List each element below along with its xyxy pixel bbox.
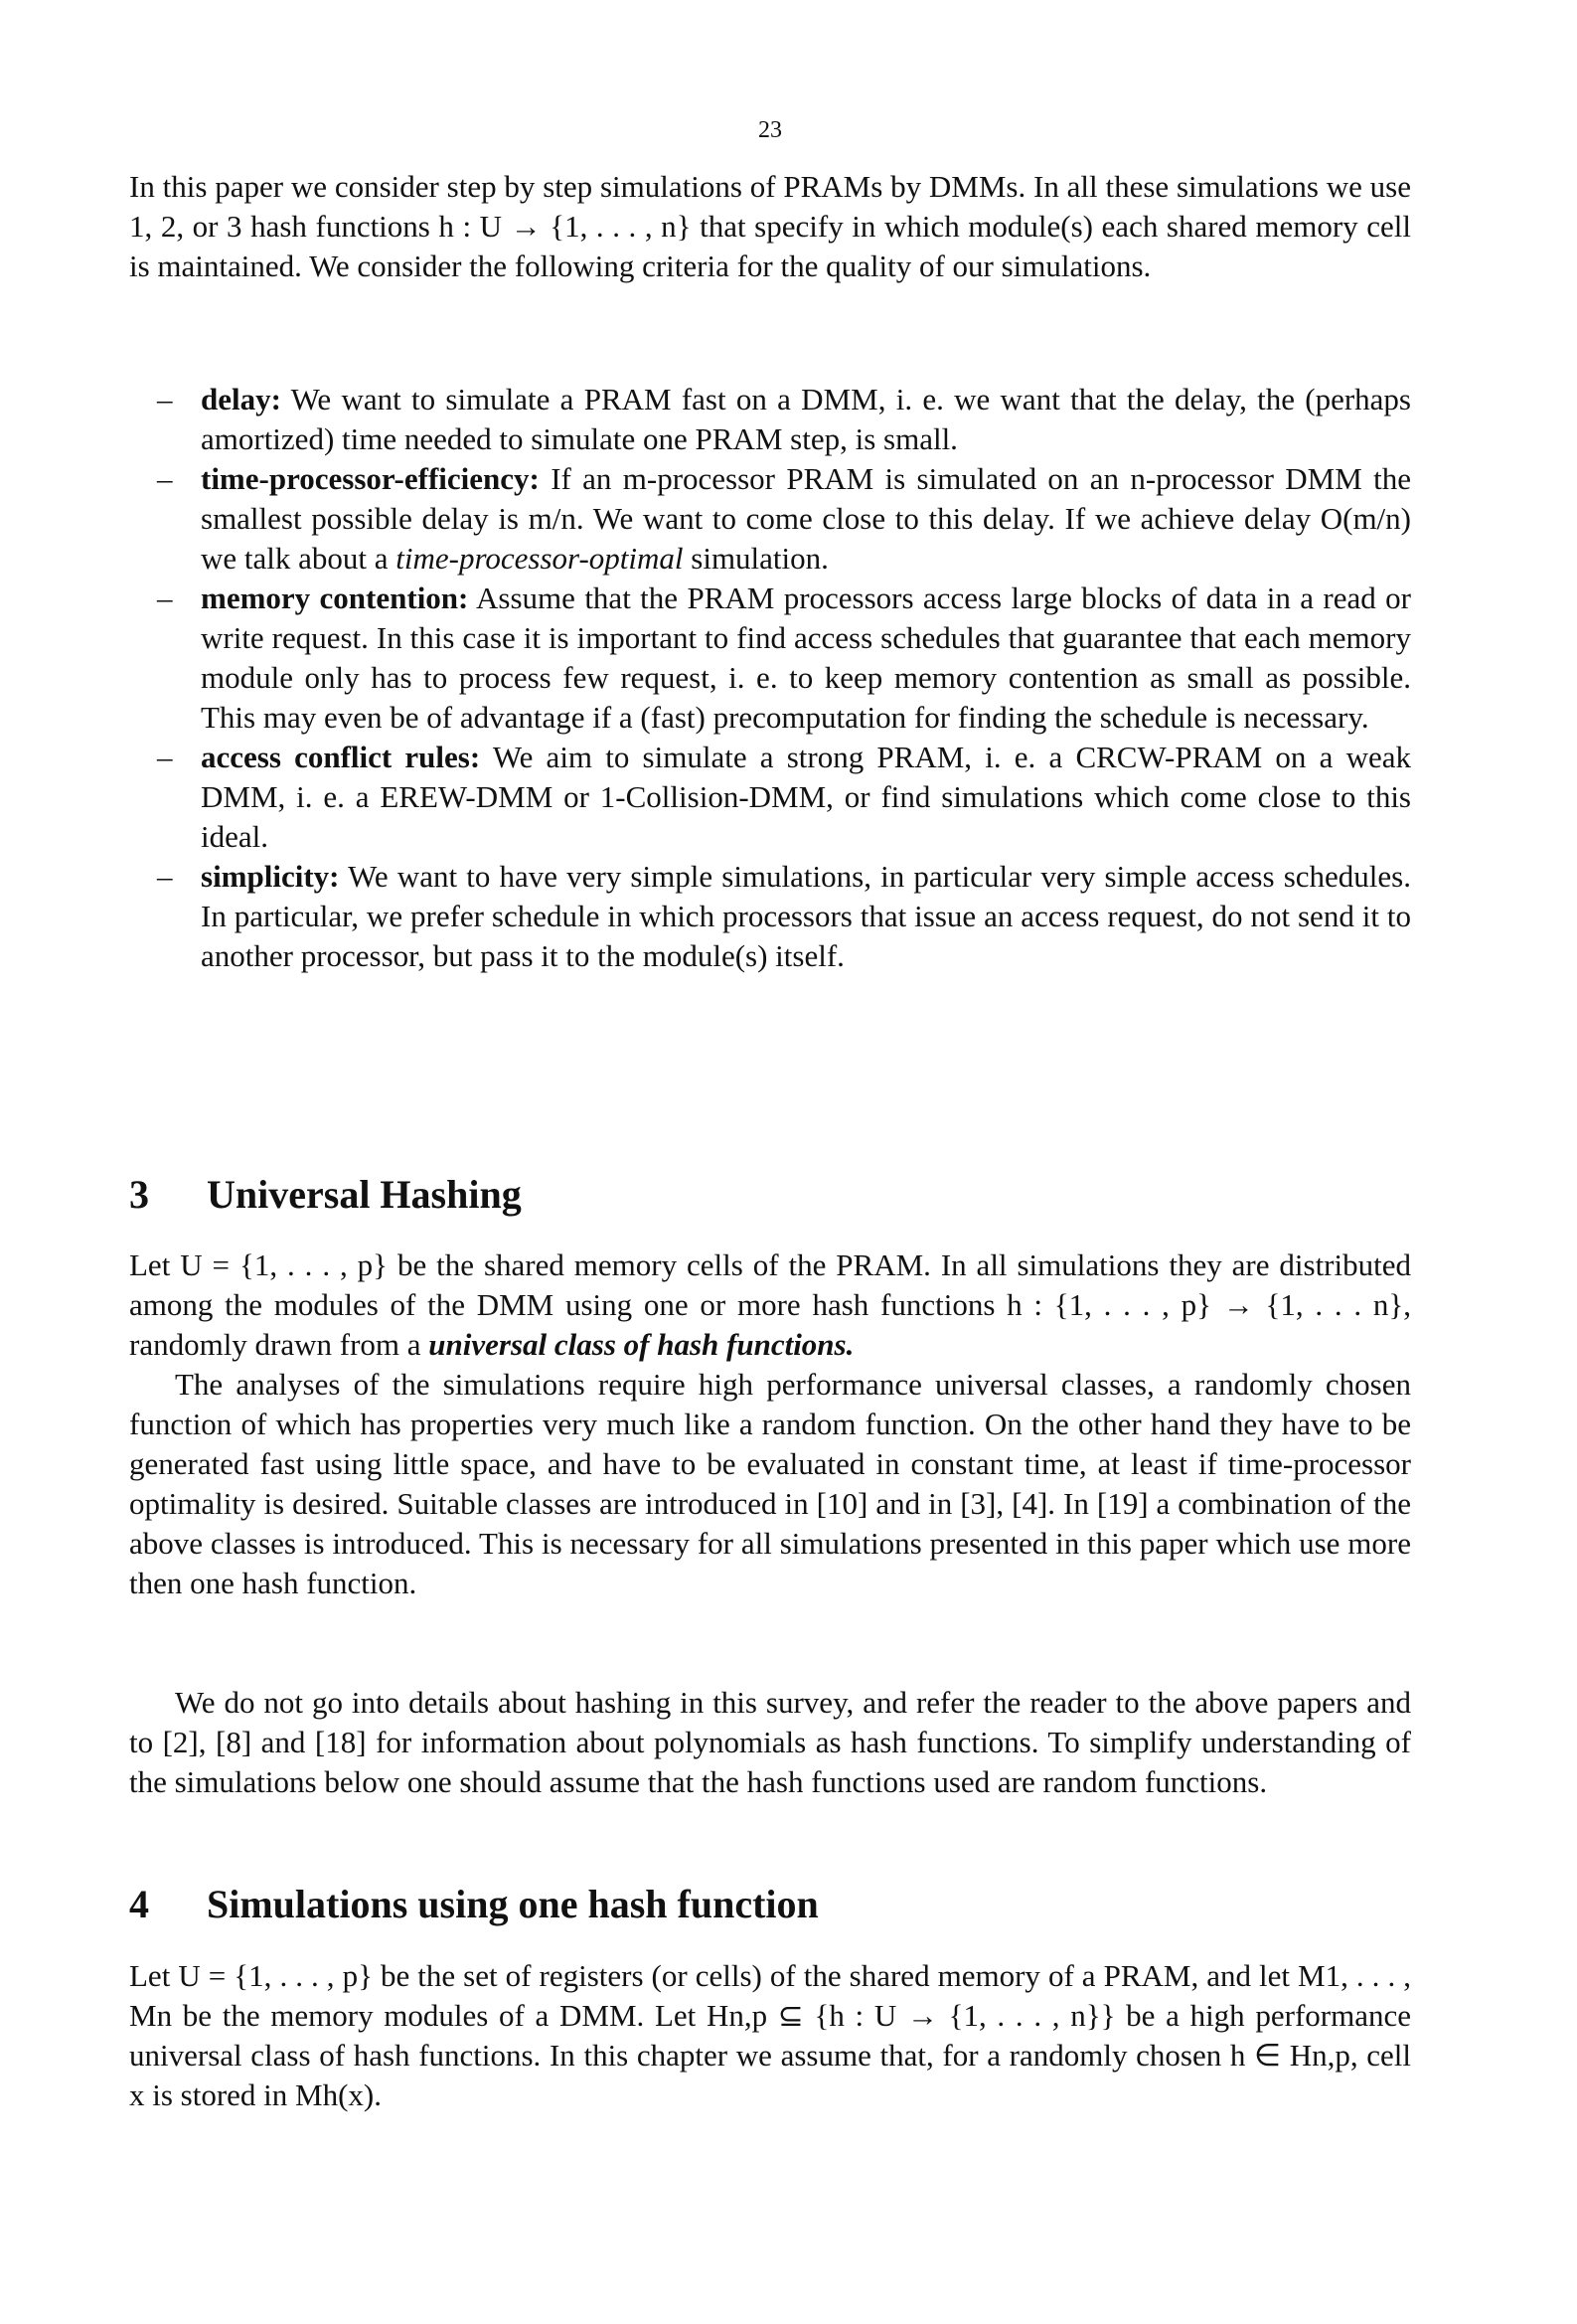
criterion-memory-contention <box>157 579 1411 738</box>
criterion-term: time-processor-efficiency: <box>201 461 540 496</box>
section-number: 4 <box>129 1882 149 1926</box>
section-4-paragraph-1: Let U = {1, . . . , p} be the set of registers (or cells) of the shared memory of a PRAM, and let M1, . . . , Mn be the memory modules of a DMM. Let Hn,p ⊆ {h : U → {1, . . . , n}} be a high performance universal class of hash functions. In this chapter we assume that, for a randomly chosen h ∈ Hn,p, cell x is stored in Mh(x). <box>129 1958 1411 2112</box>
criterion-italic-term: time-processor-optimal <box>395 541 684 576</box>
criterion-term: access conflict rules: <box>201 740 481 774</box>
criterion-delay <box>157 380 1411 459</box>
section-number: 3 <box>129 1172 149 1217</box>
section-3-paragraph-3: We do not go into details about hashing in this survey, and refer the reader to the above papers and to [2], [8] and [18] for information about polynomials as hash functions. To simplify understanding of the simulations below one should assume that the hash functions used are random functions. <box>129 1685 1411 1799</box>
intro-paragraph: In this paper we consider step by step simulations of PRAMs by DMMs. In all these simulations we use 1, 2, or 3 hash functions h : U → {1, . . . , n} that specify in which module(s) each shared memory cell is maintained. We consider the following criteria for the quality of our simulations. <box>129 169 1411 283</box>
criterion-text: Assume that the PRAM processors access large blocks of data in a read or write request. In this case it is important to find access schedules that guarantee that each memory module only has to process few request, i. e. to keep memory contention as small as possible. This may even be of advantage if a (fast) precomputation for finding the schedule is necessary. <box>201 581 1411 735</box>
criterion-text: We want to simulate a PRAM fast on a DMM, i. e. we want that the delay, the (perhaps amortized) time needed to simulate one PRAM step, is small. <box>201 382 1411 456</box>
criterion-term: memory contention: <box>201 581 469 615</box>
criterion-text: We want to have very simple simulations, in particular very simple access schedules. In particular, we prefer schedule in which processors that issue an access request, do not send it to another processor, but pass it to the module(s) itself. <box>201 859 1411 973</box>
paragraph-text: Let U = {1, . . . , p} be the shared memory cells of the PRAM. In all simulations they are distributed among the modules of the DMM using one or more hash functions h : {1, . . . , p} → {1, . . . n}, randomly drawn from a <box>129 1247 1411 1362</box>
criterion-time-processor-efficiency <box>157 459 1411 579</box>
list-dash: – <box>157 382 173 416</box>
page-number: 23 <box>758 117 782 143</box>
emphasis-text: universal class of hash functions. <box>428 1327 855 1362</box>
section-title: Simulations using one hash function <box>207 1882 819 1926</box>
list-dash: – <box>157 581 173 615</box>
criterion-text: If an m-processor PRAM is simulated on an n-processor DMM the smallest possible delay is m/n. We want to come close to this delay. If we achieve delay O(m/n) we talk about a <box>201 461 1412 576</box>
criterion-text-tail: simulation. <box>691 541 829 576</box>
section-3-heading <box>129 1171 522 1218</box>
list-dash: – <box>157 740 173 774</box>
criterion-term: simplicity: <box>201 859 340 894</box>
section-title: Universal Hashing <box>207 1172 522 1217</box>
section-4-heading <box>129 1881 819 1927</box>
criterion-text: We aim to simulate a strong PRAM, i. e. a CRCW-PRAM on a weak DMM, i. e. a EREW-DMM or 1-Collision-DMM, or find simulations which come close to this ideal. <box>201 740 1411 854</box>
criterion-term: delay: <box>201 382 281 416</box>
list-dash: – <box>157 461 173 496</box>
criterion-simplicity <box>157 857 1411 976</box>
section-3-paragraph-1 <box>129 1245 1411 1365</box>
list-dash: – <box>157 859 173 894</box>
criteria-list <box>157 380 1411 976</box>
criterion-access-conflict-rules <box>157 738 1411 857</box>
section-3-paragraph-2: The analyses of the simulations require high performance universal classes, a randomly chosen function of which has properties very much like a random function. On the other hand they have to be generated fast using little space, and have to be evaluated in constant time, at least if time-processor optimality is desired. Suitable classes are introduced in [10] and in [3], [4]. In [19] a combination of the above classes is introduced. This is necessary for all simulations presented in this paper which use more then one hash function. <box>129 1367 1411 1600</box>
